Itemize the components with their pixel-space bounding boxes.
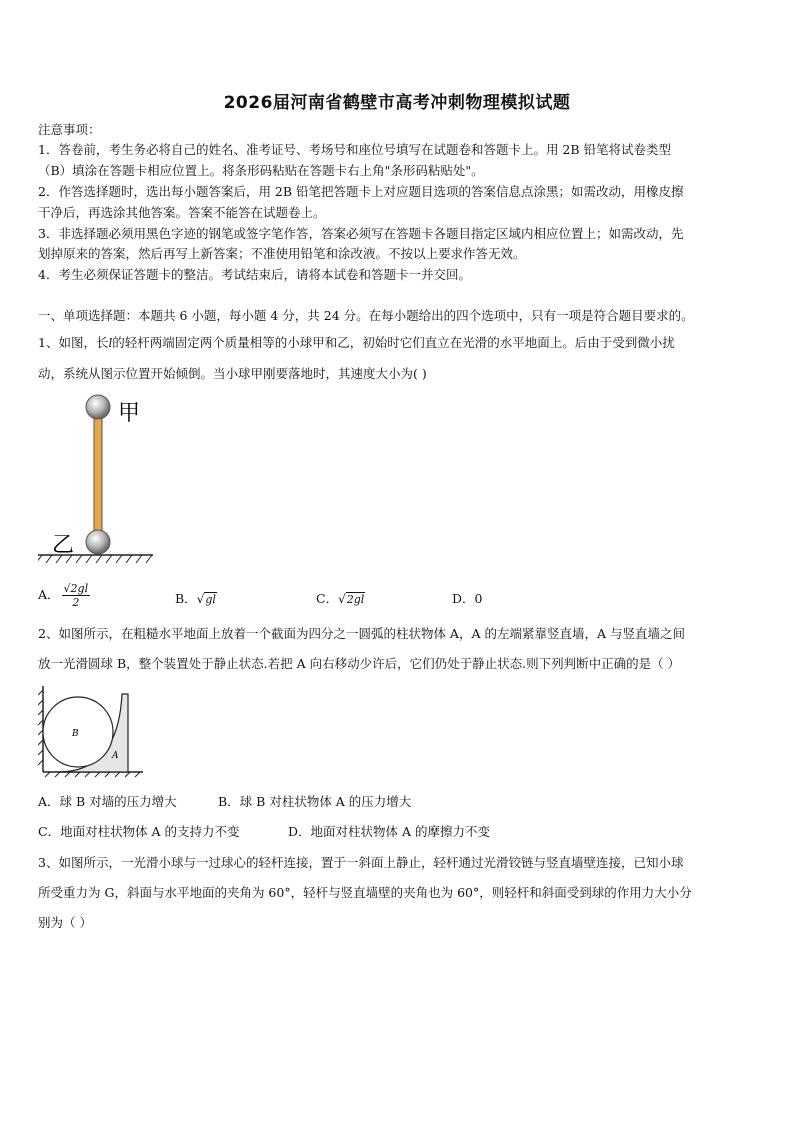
- q3-stem-line1: 3、如图所示，一光滑小球与一过球心的轻杆连接，置于一斜面上静止，轻杆通过光滑铰链与竖直墙壁连接，已知小球: [38, 855, 684, 870]
- notice-line: 3．非选择题必须用黑色字迹的钢笔或签字笔作答，答案必须写在答题卡各题目指定区域内相应位置上；如需改动，先: [38, 226, 684, 241]
- q3-stem-line2: 所受重力为 G，斜面与水平地面的夹角为 60°，轻杆与竖直墙壁的夹角也为 60°，则轻杆和斜面受到球的作用力大小分: [38, 885, 692, 900]
- notice-line: （B）填涂在答题卡相应位置上。将条形码粘贴在答题卡右上角"条形码粘贴处"。: [38, 163, 484, 178]
- q1-option-d[interactable]: D．0: [452, 591, 483, 606]
- q2-stem-line2: 放一光滑圆球 B，整个装置处于静止状态.若把 A 向右移动少许后，它们仍处于静止状态.则下列判断中正确的是（ ）: [38, 656, 681, 671]
- q1-stem-line1: 1、如图，长l的轻杆两端固定两个质量相等的小球甲和乙，初始时它们直立在光滑的水平地面上。后由于受到微小扰: [38, 335, 675, 350]
- notice-heading: 注意事项：: [38, 122, 101, 137]
- q2-figure: [38, 684, 146, 778]
- q1-stem-line2: 动，系统从图示位置开始倾倒。当小球甲刚要落地时，其速度大小为( ): [38, 366, 427, 381]
- q3-stem-line3: 别为（ ）: [38, 915, 92, 930]
- ball-top-shape: [86, 395, 110, 419]
- rod-shape: [94, 418, 102, 538]
- q2-option-c[interactable]: C．地面对柱状物体 A 的支持力不变: [38, 824, 240, 839]
- q1-option-c[interactable]: C．√2gl: [316, 591, 365, 606]
- page-title: 2026届河南省鹤壁市高考冲刺物理模拟试题: [223, 93, 571, 113]
- notice-line: 4．考生必须保证答题卡的整洁。考试结束后，请将本试卷和答题卡一并交回。: [38, 267, 471, 282]
- notice-line: 划掉原来的答案，然后再写上新答案；不准使用铅笔和涂改液。不按以上要求作答无效。: [38, 246, 526, 261]
- label-a: A: [112, 751, 119, 761]
- q2-stem-line1: 2、如图所示，在粗糙水平地面上放着一个截面为四分之一圆弧的柱状物体 A，A 的左端紧靠竖直墙，A 与竖直墙之间: [38, 626, 685, 641]
- notice-line: 2．作答选择题时，选出每小题答案后，用 2B 铅笔把答题卡上对应题目选项的答案信息点涂黑；如需改动，用橡皮擦: [38, 184, 684, 199]
- q1-option-b[interactable]: B．√gl: [175, 591, 216, 606]
- section-heading: 一、单项选择题：本题共 6 小题，每小题 4 分，共 24 分。在每小题给出的四个选项中，只有一项是符合题目要求的。: [38, 308, 694, 323]
- q2-option-b[interactable]: B．球 B 对柱状物体 A 的压力增大: [218, 794, 412, 809]
- label-b: B: [72, 729, 79, 739]
- q2-option-d[interactable]: D．地面对柱状物体 A 的摩擦力不变: [288, 824, 490, 839]
- notice-line: 1．答卷前，考生务必将自己的姓名、准考证号、考场号和座位号填写在试题卷和答题卡上。用 2B 铅笔将试卷类型: [38, 142, 672, 157]
- q1-figure: [38, 390, 158, 575]
- q1-option-a[interactable]: A． $\frac{√2gl}{2}$: [38, 582, 89, 609]
- notice-line: 干净后，再选涂其他答案。答案不能答在试题卷上。: [38, 205, 326, 220]
- label-yi: 乙: [52, 533, 75, 558]
- label-jia: 甲: [118, 401, 141, 426]
- q2-option-a[interactable]: A．球 B 对墙的压力增大: [38, 794, 177, 809]
- ball-bottom-shape: [86, 530, 110, 554]
